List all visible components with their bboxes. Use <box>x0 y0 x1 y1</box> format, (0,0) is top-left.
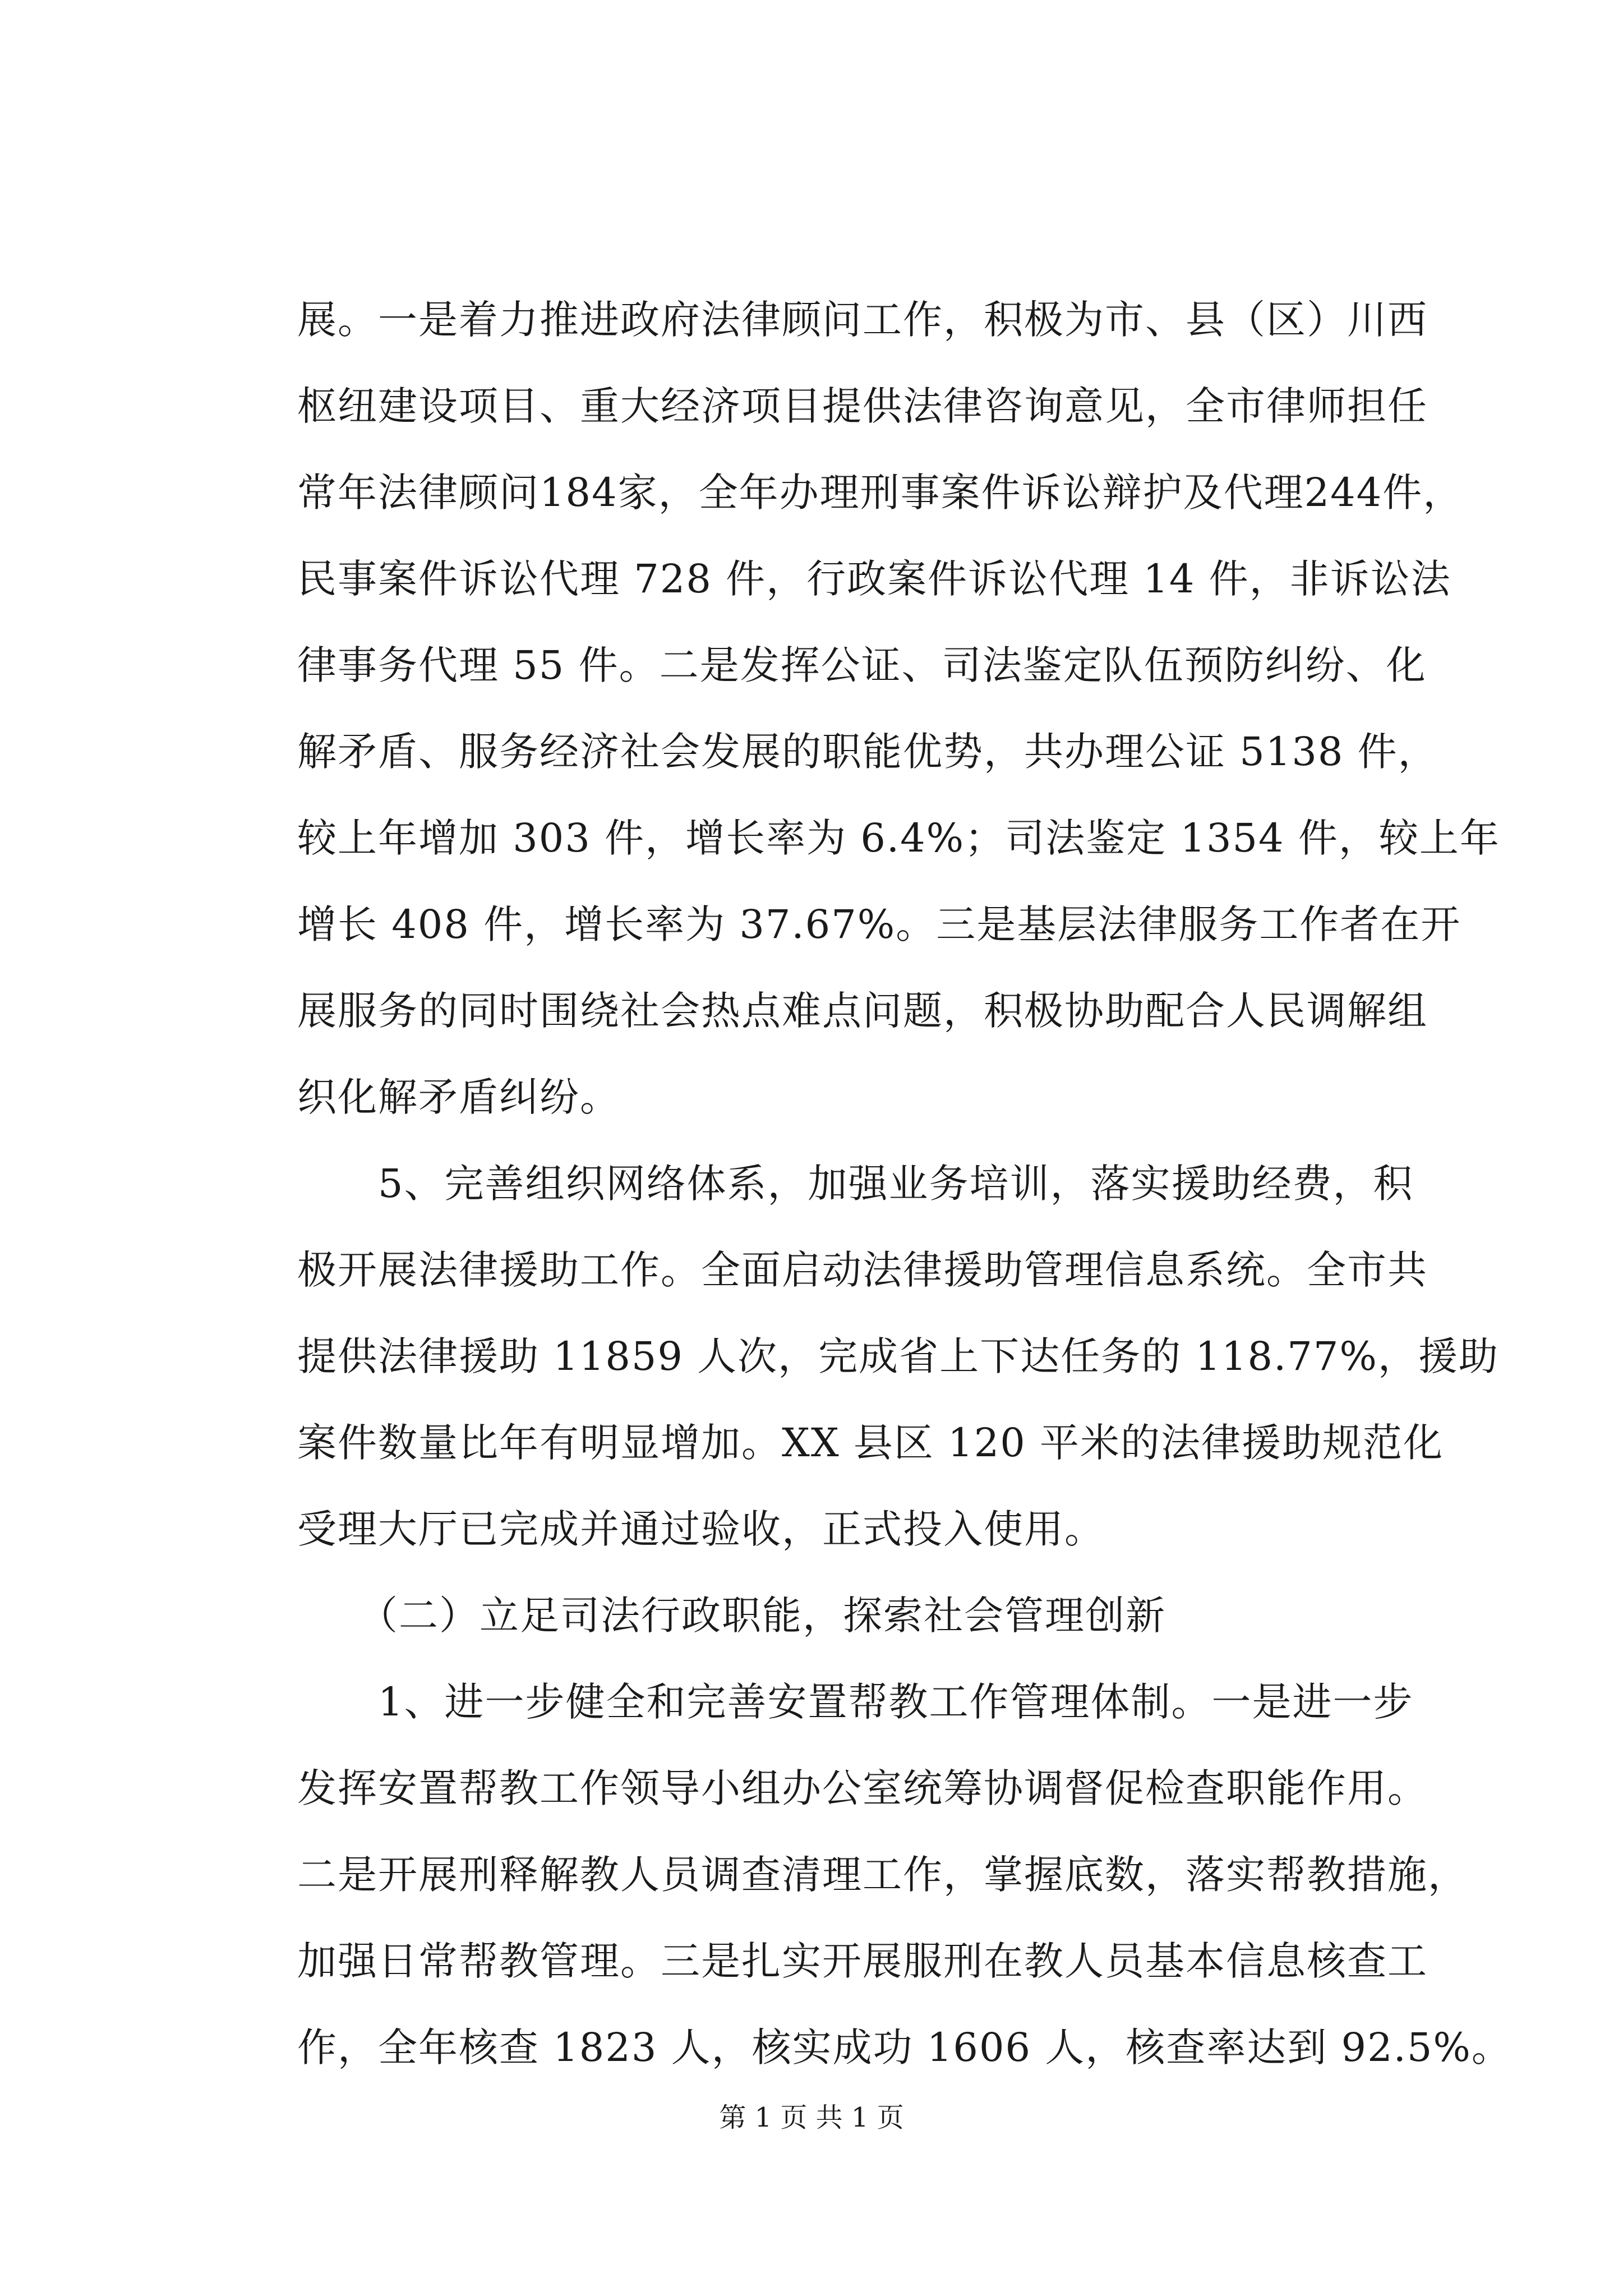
text-line: 织化解矛盾纠纷。 <box>297 1074 620 1120</box>
text-line: 增长 408 件，增长率为 37.67%。三是基层法律服务工作者在开 <box>297 901 1461 947</box>
section-heading: （二）立足司法行政职能，探索社会管理创新 <box>297 1593 1166 1639</box>
page-footer: 第 1 页 共 1 页 <box>719 2102 904 2133</box>
text-line: 二是开展刑释解教人员调查清理工作，掌握底数，落实帮教措施， <box>297 1852 1468 1898</box>
text-line: 展服务的同时围绕社会热点难点问题，积极协助配合人民调解组 <box>297 988 1428 1034</box>
text-line: 民事案件诉讼代理 728 件，行政案件诉讼代理 14 件，非诉讼法 <box>297 556 1451 602</box>
text-line: 极开展法律援助工作。全面启动法律援助管理信息系统。全市共 <box>297 1247 1428 1293</box>
text-line: 发挥安置帮教工作领导小组办公室统筹协调督促检查职能作用。 <box>297 1765 1428 1811</box>
text-line: 案件数量比年有明显增加。XX 县区 120 平米的法律援助规范化 <box>297 1420 1444 1466</box>
text-line: 加强日常帮教管理。三是扎实开展服刑在教人员基本信息核查工 <box>297 1938 1428 1984</box>
text-line: 律事务代理 55 件。二是发挥公证、司法鉴定队伍预防纠纷、化 <box>297 642 1427 688</box>
text-line: 枢纽建设项目、重大经济项目提供法律咨询意见，全市律师担任 <box>297 383 1428 429</box>
text-line: 提供法律援助 11859 人次，完成省上下达任务的 118.77%，援助 <box>297 1333 1499 1379</box>
text-line: 常年法律顾问184家，全年办理刑事案件诉讼辩护及代理244件， <box>297 470 1464 516</box>
text-line: 解矛盾、服务经济社会发展的职能优势，共办理公证 5138 件， <box>297 729 1438 775</box>
text-line: 较上年增加 303 件，增长率为 6.4%；司法鉴定 1354 件，较上年 <box>297 815 1500 861</box>
text-line: 1、进一步健全和完善安置帮教工作管理体制。一是进一步 <box>297 1679 1414 1725</box>
text-line: 展。一是着力推进政府法律顾问工作，积极为市、县（区）川西 <box>297 297 1428 343</box>
text-line: 受理大厅已完成并通过验收，正式投入使用。 <box>297 1506 1105 1552</box>
text-line: 作，全年核查 1823 人，核实成功 1606 人，核查率达到 92.5%。 <box>297 2024 1512 2070</box>
text-line: 5、完善组织网络体系，加强业务培训，落实援助经费，积 <box>297 1161 1414 1207</box>
